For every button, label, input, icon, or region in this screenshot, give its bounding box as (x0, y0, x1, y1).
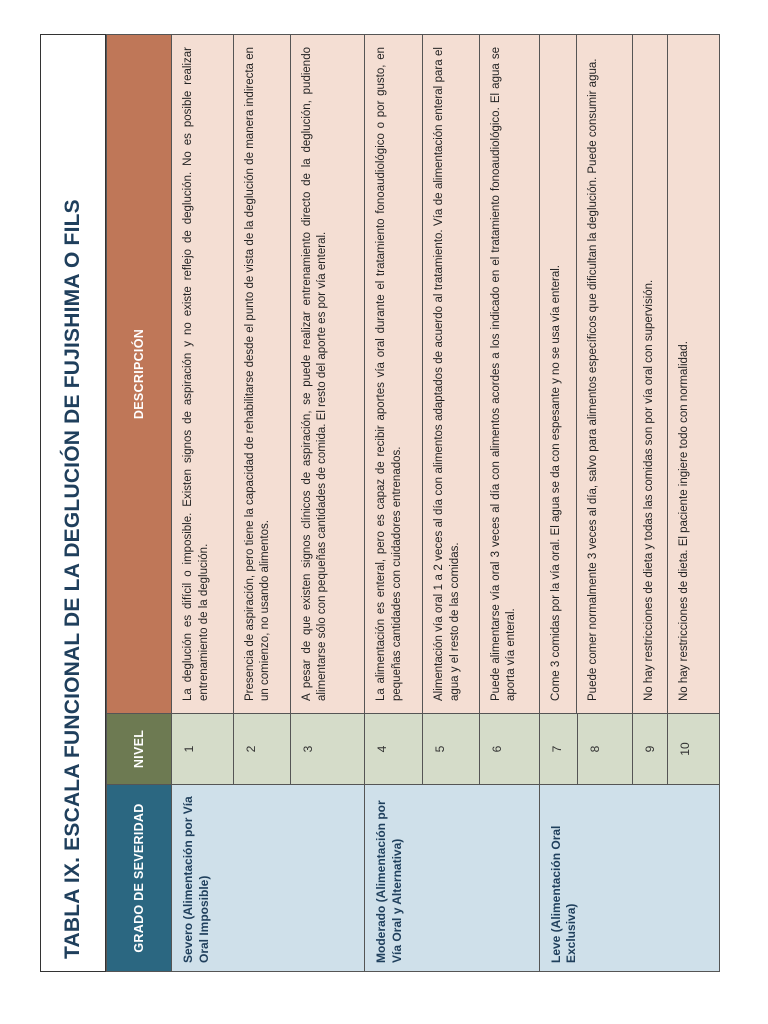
description-cell: Presencia de aspiración, pero tiene la capacidad de rehabilitarse desde el punto de vista de la deglución de manera indirecta en un comienzo, no usando alimentos. (233, 35, 290, 713)
group-severo: Severo (Alimentación por Vía Oral Imposible) (171, 785, 364, 971)
description-cell: La alimentación es enteral, pero es capaz de recibir aportes vía oral durante el tratamiento fonoaudiológico o por gusto, en pequeñas cantidades con cuidadores entrenados. (364, 35, 422, 713)
group-leve: Leve (Alimentación Oral Exclusiva) (539, 785, 719, 971)
nivel-cell: 2 (233, 714, 290, 784)
nivel-cell: 1 (171, 714, 233, 784)
description-cell: No hay restricciones de dieta. El paciente ingiere todo con normalidad. (667, 35, 719, 713)
nivel-cell: 10 (667, 714, 719, 784)
description-cell: Come 3 comidas por la vía oral. El agua se da con espesante y no se usa vía enteral. (539, 35, 577, 713)
description-cell: Puede comer normalmente 3 veces al día, salvo para alimentos específicos que dificultan la deglución. Puede consumir agua. (576, 35, 632, 713)
table-title-box (40, 34, 106, 972)
rotated-table-page (40, 32, 724, 972)
description-cell: Puede alimentarse vía oral 3 veces al día con alimentos acordes a los indicado en el tratamiento fonoaudiológico. El agua se aporta vía enteral. (479, 35, 539, 713)
column-grado (107, 784, 719, 971)
nivel-cell: 3 (290, 714, 365, 784)
description-cell: No hay restricciones de dieta y todas las comidas son por vía oral con supervisión. (632, 35, 667, 713)
description-cell: A pesar de que existen signos clínicos de aspiración, se puede realizar entrenamiento directo de la deglución, pudiendo alimentarse sólo con pequeñas cantidades de comida. El resto del aporte es por vía enteral. (290, 35, 365, 713)
nivel-cell: 8 (577, 714, 633, 784)
nivel-cell: 7 (539, 714, 577, 784)
header-grado: GRADO DE SEVERIDAD (107, 785, 171, 971)
column-descripcion (107, 35, 719, 713)
description-cell: Alimentación vía oral 1 a 2 veces al día con alimentos adaptados de acuerdo al tratamiento. Vía de alimentación enteral para el agua y el resto de las comidas. (422, 35, 479, 713)
nivel-cell: 4 (364, 714, 422, 784)
column-nivel (107, 713, 719, 784)
nivel-cell: 9 (632, 714, 667, 784)
header-descripcion: DESCRIPCIÓN (107, 35, 171, 713)
nivel-cell: 6 (479, 714, 539, 784)
nivel-cell: 5 (422, 714, 479, 784)
description-cell: La deglución es difícil o imposible. Existen signos de aspiración y no existe reflejo de deglución. No es posible realizar entrenamiento de la deglución. (171, 35, 233, 713)
fils-scale-table (106, 34, 720, 972)
table-title: TABLA IX. ESCALA FUNCIONAL DE LA DEGLUCIÓN DE FUJISHIMA O FILS (61, 199, 84, 959)
group-moderado: Moderado (Alimentación por Vía Oral y Alternativa) (364, 785, 538, 971)
header-nivel: NIVEL (107, 714, 171, 784)
